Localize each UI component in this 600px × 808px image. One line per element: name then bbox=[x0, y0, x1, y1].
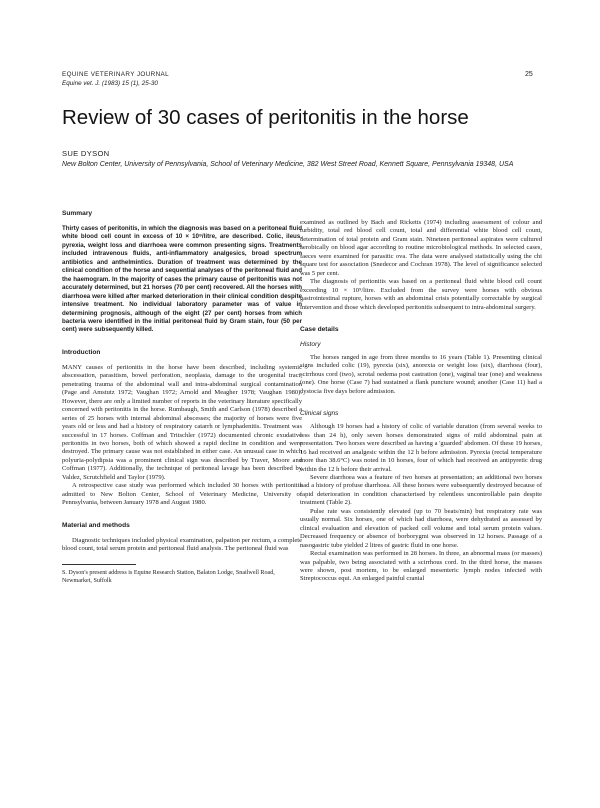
article-author: SUE DYSON bbox=[62, 149, 110, 158]
clinical-paragraph-1: Although 19 horses had a history of colic of variable duration (from several weeks to less than 24 h), only seven horses demonstrated signs of mild abdominal pain at presentation. Two horses were described as having a 'guarded' abdomen. Of these 19 horses, 16 had received an analgesic within the 12 h before admission. Pyrexia (rectal temperature more than 38.6°C) was noted in 10 horses, four of which had received an antipyretic drug within the 12 h before their arrival. bbox=[300, 423, 542, 473]
introduction-heading: Introduction bbox=[62, 348, 101, 356]
clinical-paragraph-2: Severe diarrhoea was a feature of two horses at presentation; an additional two horses had a history of profuse diarrhoea. All these horses were subsequently destroyed because of rapid deterioration in condition characterised by relentless uncontrollable pain despite treatment (Table 2). bbox=[300, 473, 542, 507]
clinical-paragraph-3: Pulse rate was consistently elevated (up to 70 beats/min) but respiratory rate was usually normal. Six horses, one of which had diarrhoea, were dehydrated as assessed by clinical evaluation and elevation of packed cell volume and total serum protein values. Decreased frequency or absence of borborygmi was observed in 12 horses. Passage of a nasogastric tube yielded 2 litres of gastric fluid in one horse. bbox=[300, 507, 542, 549]
page-number: 25 bbox=[525, 71, 533, 78]
methods-paragraph-1: Diagnostic techniques included physical examination, palpation per rectum, a complete blood count, total serum protein and peritoneal fluid analysis. The peritoneal fluid was bbox=[62, 536, 302, 553]
article-title: Review of 30 cases of peritonitis in the horse bbox=[62, 106, 469, 129]
left-column bbox=[62, 210, 302, 585]
methods-heading: Material and methods bbox=[62, 521, 130, 529]
summary-heading: Summary bbox=[62, 210, 93, 217]
methods-paragraph-2: examined as outlined by Bach and Ricketts (1974) including assessment of colour and turbidity, total red blood cell count, total and differential white blood cell count, determination of total protein and Gram stain. Nineteen peritoneal aspirates were cultured aerobically on blood agar according to routine microbiological methods. In selected cases, faeces were examined for parasitic ova. The data were analysed statistically using the chi square test for association (Snedecor and Cochran 1978). The level of significance selected was 5 per cent. bbox=[300, 219, 542, 277]
journal-citation: Equine vet. J. (1983) 15 (1), 25-30 bbox=[62, 80, 158, 87]
clinical-signs-subheading: Clinical signs bbox=[300, 410, 339, 418]
case-details-heading: Case details bbox=[300, 325, 339, 333]
introduction-paragraph-2: A retrospective case study was performed which included 30 horses with peritonitis admitted to New Bolton Center, School of Veterinary Medicine, University of Pennsylvania, between January 1978 and August 1980. bbox=[62, 482, 302, 507]
right-column bbox=[300, 219, 542, 584]
summary-text: Thirty cases of peritonitis, in which the diagnosis was based on a peritoneal fluid white blood cell count in excess of 10 × 10⁹/litre, are described. Colic, ileus, pyrexia, weight loss and diarrhoea were common presenting signs. Treatments included intravenous fluids, anti-inflammatory analgesics, broad spectrum antibiotics and anthelmintics. Duration of treatment was determined by the clinical condition of the horse and sequential analyses of the peritoneal fluid and the haemogram. In the majority of cases the primary cause of peritonitis was not accurately determined, but 21 horses (70 per cent) recovered. All the horses with diarrhoea were killed after marked deterioration in their clinical condition despite intensive treatment. No individual laboratory parameter was of value in determining prognosis, although of the eight (27 per cent) horses from which bacteria were identified in the initial peritoneal fluid by Gram stain, four (50 per cent) were subsequently killed. bbox=[62, 225, 302, 334]
journal-name: EQUINE VETERINARY JOURNAL bbox=[62, 71, 170, 78]
methods-paragraph-3: The diagnosis of peritonitis was based on a peritoneal fluid white blood cell count exceeding 10 × 10⁹/litre. Excluded from the survey were horses with obvious gastrointestinal rupture, horses with an abdominal crisis potentially correctable by surgical intervention and those which developed peritonitis subsequent to intra-abdominal surgery. bbox=[300, 278, 542, 311]
history-subheading: History bbox=[300, 340, 321, 348]
introduction-paragraph-1: MANY causes of peritonitis in the horse have been described, including systemic abscessation, parasitism, bowel perforation, neoplasia, damage to the urogenital tract, penetrating trauma of the abdominal wall and intra-abdominal surgical contamination (Page and Amstutz 1972; Vaughan 1972; Arnold and Meagher 1978; Vaughan 1980). However, there are only a limited number of reports in the veterinary literature specifically concerned with peritonitis in the horse. Rumbaugh, Smith and Carlson (1978) described a series of 25 horses with internal abdominal abscesses; the majority of horses were five years old or less and had a history of respiratory catarrh or lymphadenitis. Treatment was successful in 17 horses. Coffman and Tritschler (1972) documented chronic exudative peritonitis in two horses, both of which showed a rapid decline in condition and were destroyed. The primary cause was not established in either case. An unusual case in which polyuria-polydipsia was a prominent clinical sign was described by Traver, Moore and Coffman (1977). Additionally, the technique of peritoneal lavage has been described by Valdez, Scrutchfield and Taylor (1979). bbox=[62, 363, 302, 481]
clinical-paragraph-4: Rectal examination was performed in 28 horses. In three, an abnormal mass (or masses) was palpable, two being associated with a scirrhous cord. In the third horse, the masses were shown, post mortem, to be enlarged mesenteric lymph nodes infected with Streptococcus equi. An enlarged painful cranial bbox=[300, 550, 542, 583]
author-affiliation: New Bolton Center, University of Pennsylvania, School of Veterinary Medicine, 382 West Street Road, Kennett Square, Pennsylvania 19348, USA bbox=[62, 161, 514, 168]
footnote-rule bbox=[62, 564, 136, 565]
history-paragraph: The horses ranged in age from three months to 16 years (Table 1). Presenting clinical signs included colic (19), pyrexia (six), anorexia or weight loss (six), diarrhoea (four), scirrhous cord (two), scrotal oedema post castration (one), vaginal tear (one) and weakness (one). One horse (Case 7) had sustained a flank puncture wound; another (Case 11) had a dystocia five days before admission. bbox=[300, 353, 542, 395]
footnote: S. Dyson's present address is Equine Research Station, Balaton Lodge, Snailwell Road, Newmarket, Suffolk bbox=[62, 569, 275, 584]
